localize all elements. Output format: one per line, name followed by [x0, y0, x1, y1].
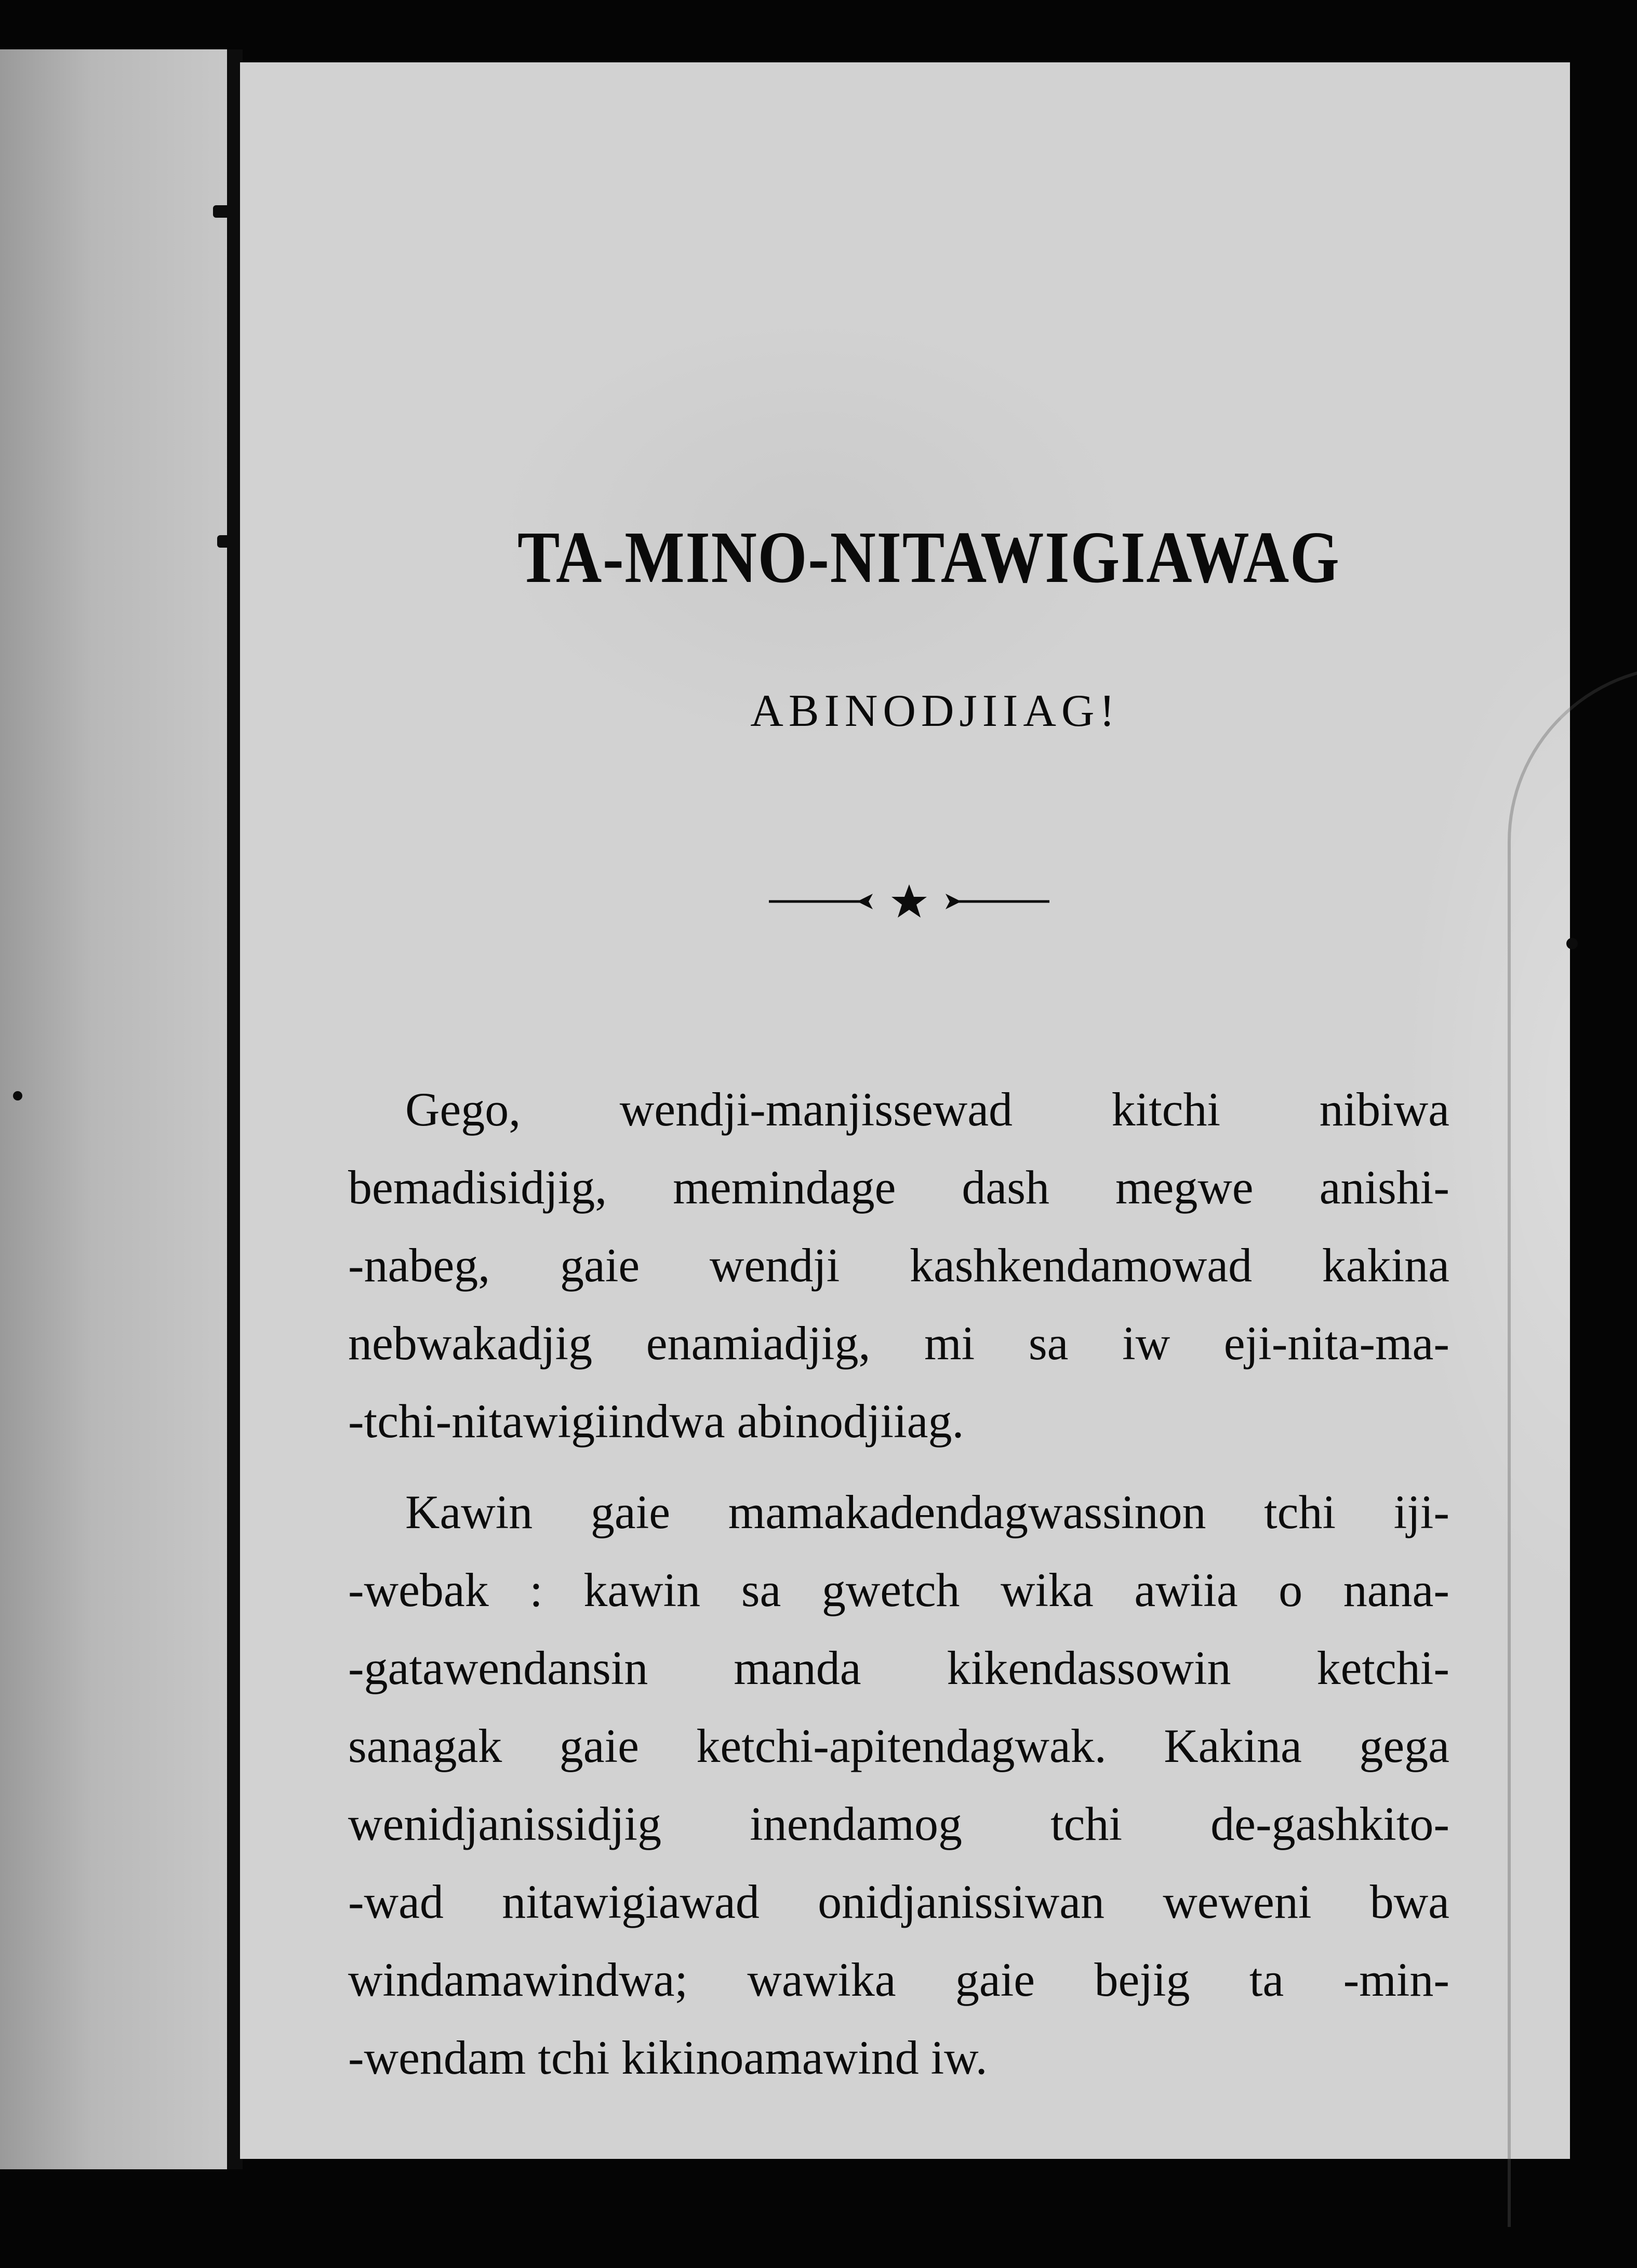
ink-speck [13, 1091, 22, 1100]
dagger-star-ornament [769, 878, 1049, 925]
text-line: -wendam tchi kikinoamawind iw. [348, 2031, 988, 2084]
left-page [0, 49, 231, 2169]
water-stain [1508, 665, 1637, 2227]
ink-speck [1566, 938, 1578, 949]
text-line: -wad nitawigiawad onidjanissiwan weweni bwa [348, 1875, 1449, 1928]
binding-stitch [217, 535, 243, 548]
page-title: TA-MINO-NITAWIGIAWAG [517, 516, 1340, 598]
text-line: -tchi-nitawigiindwa abinodjiiag. [348, 1395, 964, 1448]
text-line: -nabeg, gaie wendji kashkendamowad kakina [348, 1239, 1449, 1292]
text-line: sanagak gaie ketchi-apitendagwak. Kakina gega [348, 1719, 1449, 1772]
page-subtitle: ABINODJIIAG! [750, 686, 1120, 736]
text-line: bemadisidjig, memindage dash megwe anishi- [348, 1161, 1449, 1214]
text-line: windamawindwa; wawika gaie bejig ta -min- [348, 1953, 1449, 2006]
text-line: wenidjanissidjig inendamog tchi de-gashkito- [348, 1797, 1449, 1850]
text-line: -gatawendansin manda kikendassowin ketchi- [348, 1641, 1449, 1694]
text-line: nebwakadjig enamiadjig, mi sa iw eji-nita-ma- [348, 1317, 1449, 1370]
text-line: Kawin gaie mamakadendagwassinon tchi iji- [405, 1486, 1449, 1538]
text-line: -webak : kawin sa gwetch wika awiia o nana- [348, 1563, 1449, 1616]
text-line: Gego, wendji-manjissewad kitchi nibiwa [405, 1083, 1449, 1136]
body-text [348, 1070, 1449, 2097]
